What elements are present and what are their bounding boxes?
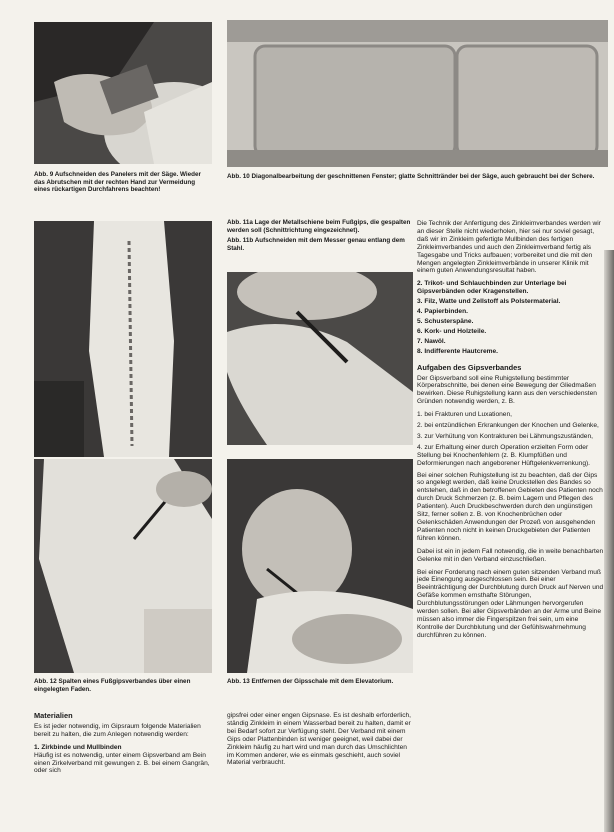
caption-abb13: Abb. 13 Entfernen der Gipsschale mit dem Elevatorium. [227,678,394,685]
caption-abb11a-text: Abb. 11a Lage der Metallschiene beim Fußgips, die gespalten werden soll (Schnittrichtung eingezeichnet). [227,219,411,234]
materials-list-item: 3. Filz, Watte und Zellstoff als Polstermaterial. [417,298,561,306]
right-column [417,220,605,645]
photo-abb11a [34,221,212,457]
aufgaben-list-item: 1. bei Frakturen und Luxationen, [417,411,512,419]
materials-list-item: 7. Nawöl. [417,337,446,345]
photo-abb13 [227,459,413,673]
materials-list-item: 5. Schusterspäne. [417,317,474,325]
materials-list-item: 4. Papierbinden. [417,308,468,316]
section-heading-aufgaben: Aufgaben des Gipsverbandes [417,362,522,372]
aufgaben-outro-3: Bei einer Forderung nach einem guten sitzenden Verband muß jede Einengung ausgeschlossen sein. Bei einer Beeinträchtigung der Durchblutung durch Druck auf Nerven und Gefäße kommen ernsthafte Störungen, Durchblutungsstörungen oder Lähmungen hervorgerufen werden sollen. Bei aller Gipsverbänden an der Arme und Beine müssen also immer die Fingerspitzen frei sein, um eine Kontrolle der Durchblutung und der Gefühlswahrnehmung durchführen zu können. [417,568,604,639]
materials-list-item: 2. Trikot- und Schlauchbinden zur Unterlage bei Gipsverbänden oder Kragenstellen. [417,280,567,296]
materials-list-item: 8. Indifferente Hautcreme. [417,347,498,355]
materials-list-item: 6. Kork- und Holzteile. [417,327,487,335]
photo-abb10 [227,20,608,167]
materialien-item1-text: Häufig ist es notwendig, unter einem Gipsverband am Bein einen Zirkelverband mit gewungen z. B. bei einem Gangrän, oder sich [34,751,210,775]
caption-abb12: Abb. 12 Spalten eines Fußgipsverbandes über einen eingelegten Faden. [34,678,191,693]
left-column [34,712,212,780]
caption-abb10: Abb. 10 Diagonalbearbeitung der geschnittenen Fenster; glatte Schnittränder bei der Säge, auch gebraucht bei der Schere. [227,173,595,180]
aufgaben-list-item: 3. zur Verhütung von Kontrakturen bei Lähmungszuständen, [417,432,593,440]
aufgaben-list-item: 4. zur Erhaltung einer durch Operation erzielten Form oder Stellung bei Knochenfehlern (z. B. Klumpfüßen und Deformierungen nach angeborener Hüftgelenkverrenkung). [417,443,591,467]
aufgaben-intro: Der Gipsverband soll eine Ruhigstellung bestimmter Körperabschnitte, bei denen eine Bewegung der Gliedmaßen bewirken. Diese Ruhigstellung kann aus den verschiedensten Gründen notwendig werden, z. B. [417,374,597,406]
materialien-intro: Es ist jeder notwendig, im Gipsraum folgende Materialien bereit zu halten, die zum Anlegen notwendig werden: [34,722,201,738]
section-heading-materialien: Materialien [34,711,73,720]
aufgaben-list-item: 2. bei entzündlichen Erkrankungen der Knochen und Gelenke, [417,422,599,430]
caption-abb11b-text: Abb. 11b Aufschneiden mit dem Messer genau entlang dem Stahl. [227,237,405,252]
photo-abb11b [227,272,413,445]
photo-abb12 [34,459,212,673]
right-column-intro: Die Technik der Anfertigung des Zinkleimverbandes werden wir an dieser Stelle nicht wiederholen, hier sei nur soviel gesagt, daß wir im Zinkleim gefertigte Mullbinden des fertigen Zinkleimverbandes und auch den Zinkleimverband fertig als Tagesgabe und Tricks aufbauen; vorbereitet und die mit den Mengen angelegten Zinkleimverbände in unserer Klinik mit einem guten Anwendungsresultat haben. [417,220,601,275]
page-edge-shadow [604,250,614,832]
caption-abb9: Abb. 9 Aufschneiden des Panelers mit der Säge. Wieder das Abrutschen mit der rechten Hand zur Vermeidung eines rückartigen Durchfahrens beachten! [34,171,201,193]
aufgaben-outro-1: Bei einer solchen Ruhigstellung ist zu beachten, daß der Gips so angelegt werden, daß keine Druckstellen des Bandes so entstehen, daß in den betroffenen Gebieten des Patienten noch durch Druck Schmerzen (z. B. beim Lagern und Pflegen des Patienten). Auch Druckbeschwerden durch den ungünstigen Sitz, ferner sollen z. B. von Knochenbrüchen oder Gelenkschäden Anwendungen der Prozeß von ausgehenden Patienten noch nicht in keinen Druckgebieten der Patienten führen können. [417,471,603,542]
materials-list [417,280,605,355]
middle-column-text: gipsfrei oder einer engen Gipsnase. Es ist deshalb erforderlich, ständig Zinkleim in einem Wasserbad bereit zu halten, damit er bei Bedarf sofort zur Verfügung steht. Der Verband mit einem Gips oder Plattenbinden ist weniger geeignet, weil dabei der Zinkleim häufig zu hart wird und man durch das Umschlichten im Kommen anderer, wie es einmals geschieht, auch soviel Material verbraucht. [227,712,411,767]
aufgaben-list [417,411,605,467]
photo-abb9 [34,22,212,164]
caption-abb11a [227,219,413,252]
materialien-item1-title: 1. Zirkbinde und Mullbinden [34,743,122,751]
middle-column [227,712,413,772]
aufgaben-outro-2: Dabei ist ein in jedem Fall notwendig, die in weite benachbarten Gelenke mit in den Verband einzuschließen. [417,547,604,563]
